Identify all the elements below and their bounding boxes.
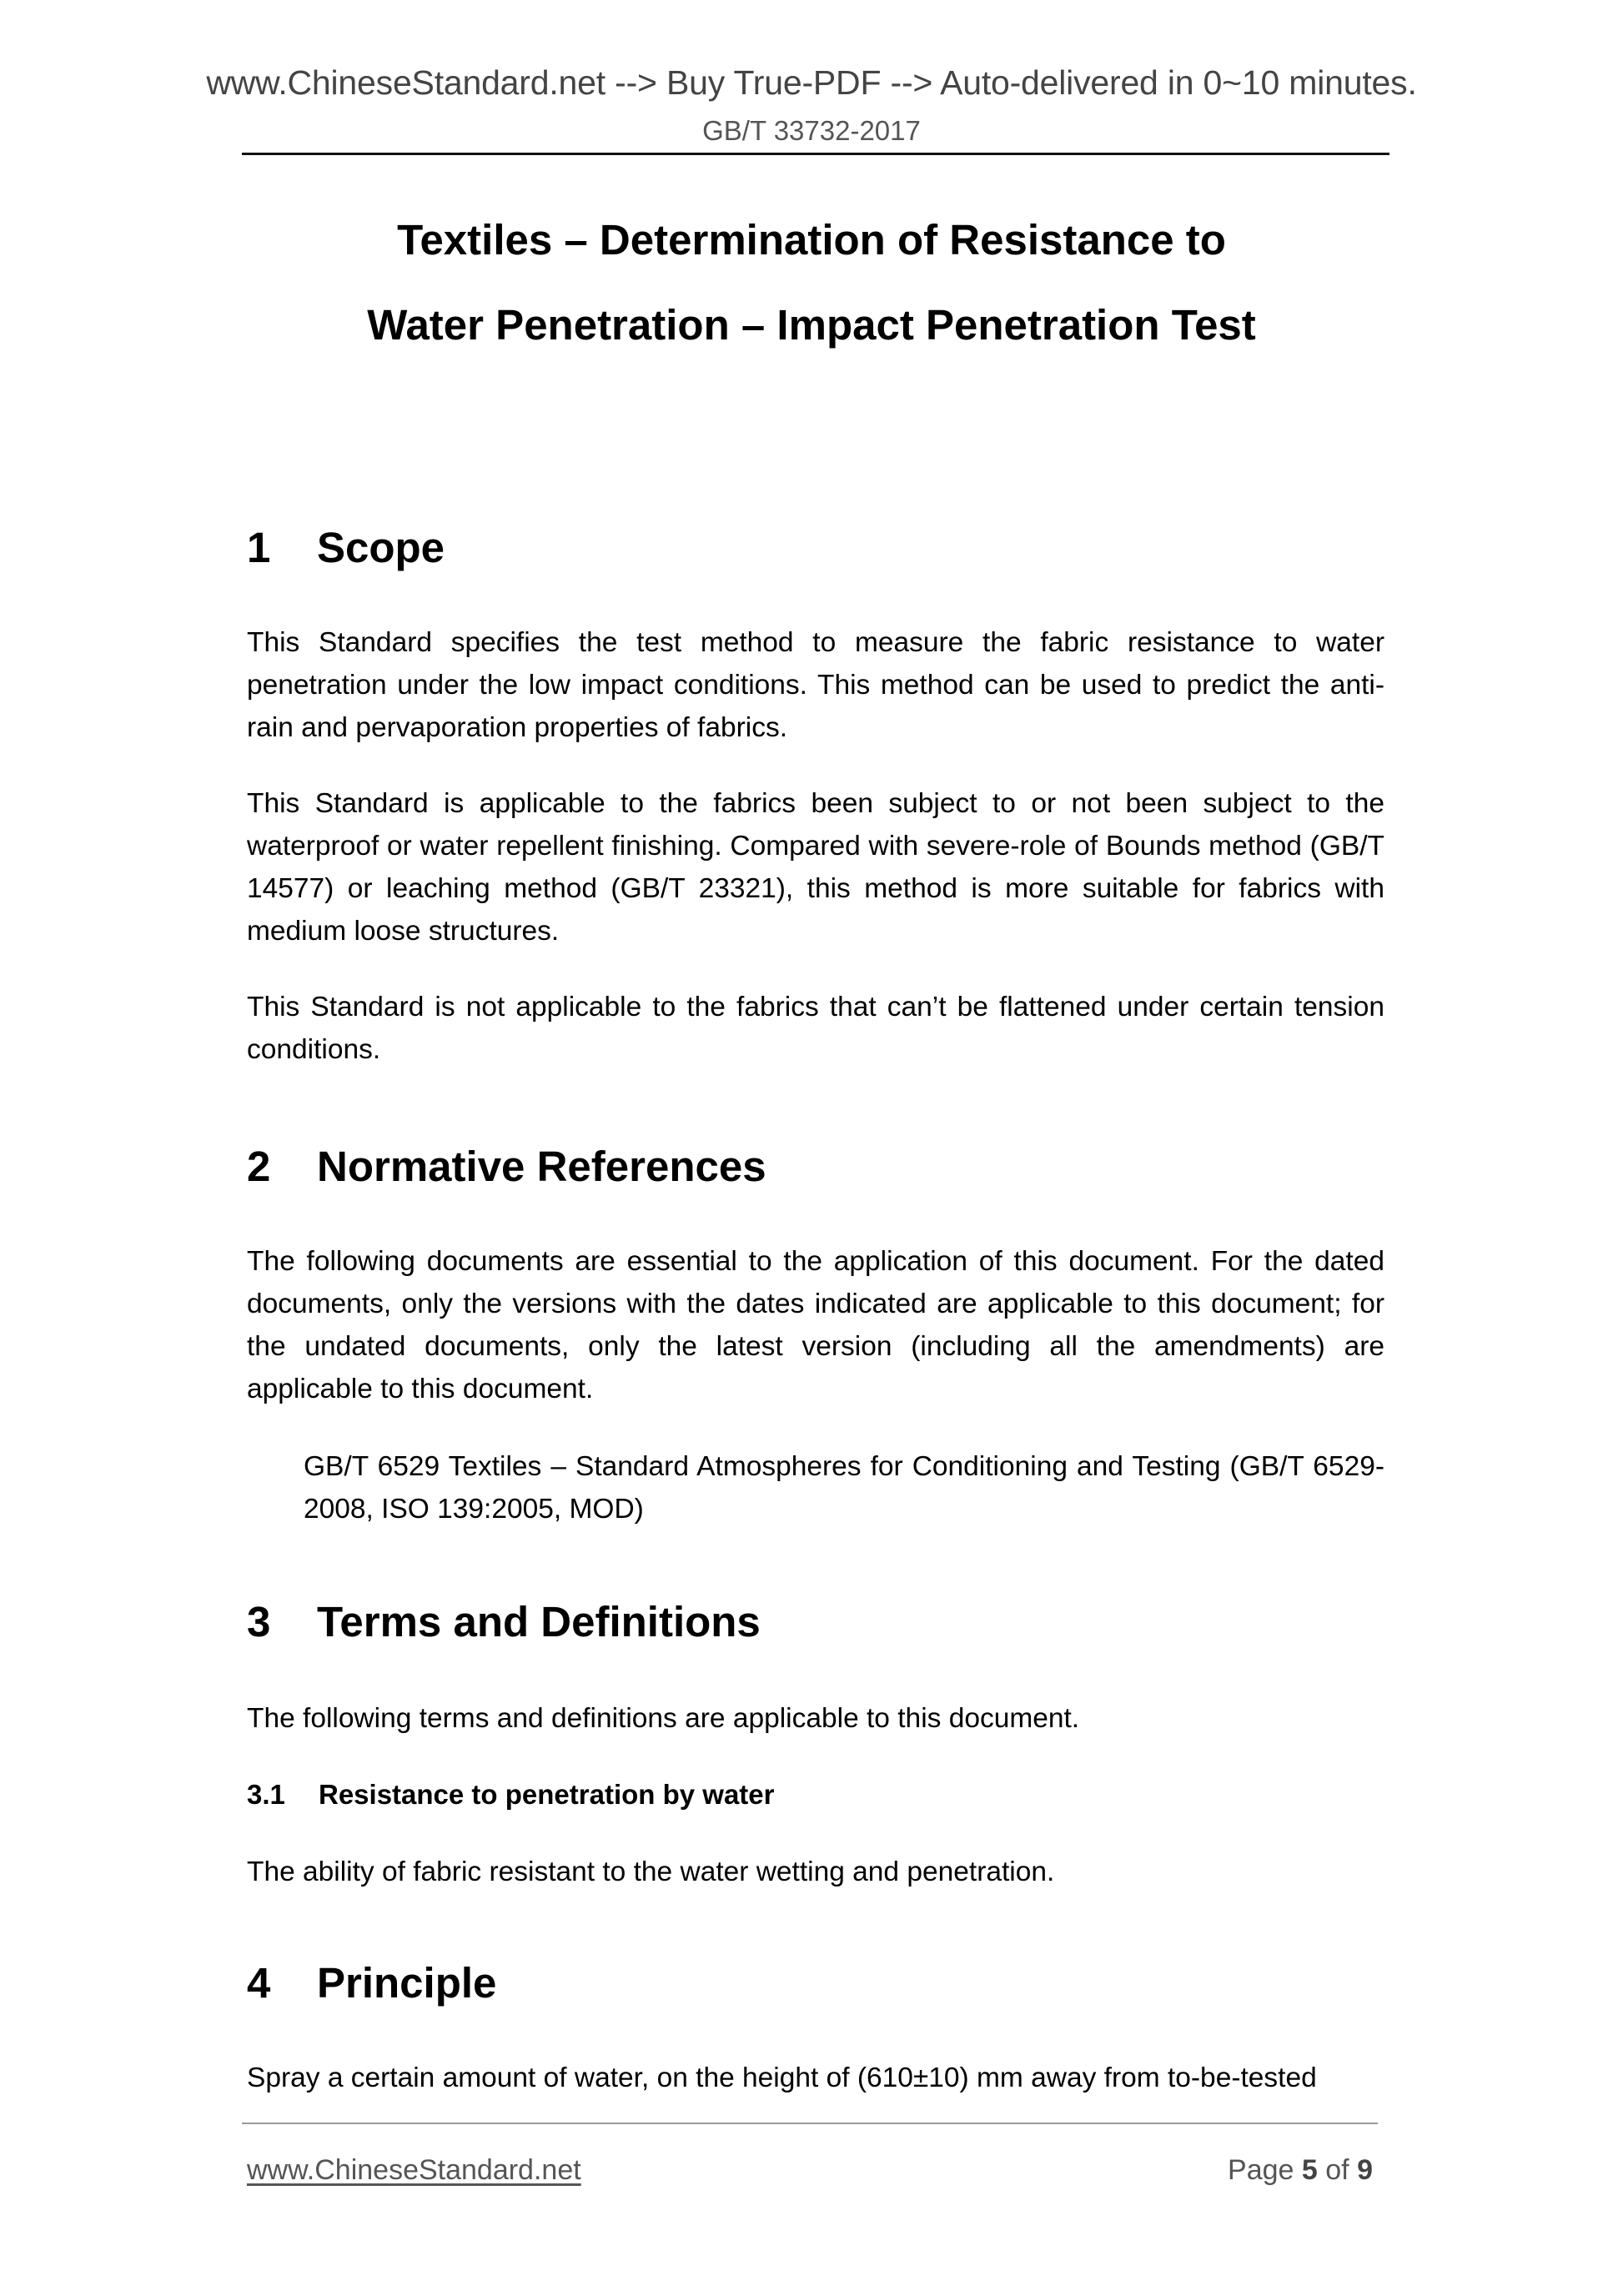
section-title: Principle: [317, 1959, 497, 2007]
subsection-heading-3-1: [247, 1779, 774, 1811]
page-of: of: [1325, 2154, 1349, 2186]
section-title: Scope: [317, 524, 445, 571]
section-number: 4: [247, 1959, 271, 2007]
paragraph: This Standard is applicable to the fabrics been subject to or not been subject to the waterproof or water repellent finishing. Compared with severe-role of Bounds method (GB/T 14577) or leaching method (GB/T 23321), this method is more suitable for fabrics with medium loose structures.: [247, 788, 1384, 947]
standard-code: GB/T 33732-2017: [702, 115, 921, 146]
section-title: Terms and Definitions: [317, 1598, 761, 1645]
page-current: 5: [1301, 2154, 1318, 2186]
paragraph: The ability of fabric resistant to the water wetting and penetration.: [247, 1856, 1055, 1887]
paragraph: This Standard is not applicable to the fabrics that can’t be flattened under certain tension conditions.: [247, 992, 1384, 1065]
paragraph: The following terms and definitions are applicable to this document.: [247, 1703, 1080, 1734]
section-heading-normative-references: [247, 1142, 766, 1191]
document-title-line-2: Water Penetration – Impact Penetration Test: [367, 301, 1256, 349]
page-prefix: Page: [1228, 2154, 1294, 2186]
section-heading-principle: [247, 1958, 496, 2007]
section-heading-terms-and-definitions: [247, 1597, 761, 1646]
footer-divider: [242, 2123, 1378, 2124]
section-heading-scope: [247, 523, 445, 572]
paragraph: The following documents are essential to the application of this document. For the dated documents, only the versions with the dates indicated are applicable to this document; for the undated documents, only the latest version (including all the amendments) are applicable to this document.: [247, 1246, 1384, 1404]
paragraph: Spray a certain amount of water, on the height of (610±10) mm away from to-be-tested: [247, 2062, 1317, 2093]
section-number: 3: [247, 1598, 271, 1645]
section-number: 1: [247, 524, 271, 571]
header-divider: [242, 153, 1389, 155]
page-indicator: [1228, 2154, 1373, 2187]
header-banner: www.ChineseStandard.net --> Buy True-PDF --> Auto-delivered in 0~10 minutes.: [206, 63, 1417, 102]
section-number: 2: [247, 1143, 271, 1190]
document-title-line-1: Textiles – Determination of Resistance to: [397, 216, 1226, 264]
subsection-number: 3.1: [247, 1779, 285, 1810]
paragraph: This Standard specifies the test method to measure the fabric resistance to water penetration under the low impact conditions. This method can be used to predict the anti-rain and pervaporation properties of fabrics.: [247, 627, 1384, 743]
reference-item: GB/T 6529 Textiles – Standard Atmospheres for Conditioning and Testing (GB/T 6529-2008, ISO 139:2005, MOD): [304, 1451, 1384, 1525]
page-total: 9: [1357, 2154, 1373, 2186]
section-title: Normative References: [317, 1143, 766, 1190]
subsection-title: Resistance to penetration by water: [319, 1779, 775, 1810]
footer-website-link[interactable]: www.ChineseStandard.net: [247, 2154, 581, 2186]
